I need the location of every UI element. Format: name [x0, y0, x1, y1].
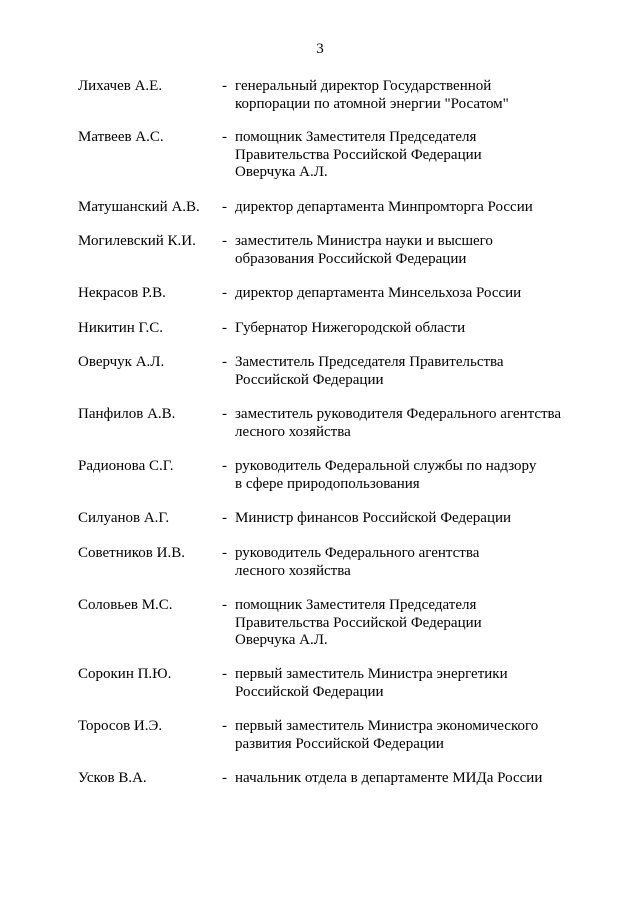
person-name: Никитин Г.С. — [78, 320, 164, 336]
separator-dash: - — [222, 78, 227, 94]
position-line: руководитель Федерального агентства — [235, 545, 480, 561]
position-line: Заместитель Председателя Правительства — [235, 354, 504, 370]
separator-dash: - — [222, 129, 227, 145]
position-line: начальник отдела в департаменте МИДа России — [235, 770, 543, 786]
person-position — [235, 458, 578, 493]
position-line: Правительства Российской Федерации — [235, 146, 482, 163]
person-position — [235, 718, 578, 753]
position-line: в сфере природопользования — [235, 475, 420, 492]
position-line: директор департамента Минпромторга России — [235, 199, 533, 215]
separator-dash: - — [222, 406, 227, 422]
position-line: образования Российской Федерации — [235, 250, 467, 267]
person-position — [235, 285, 578, 303]
person-name: Торосов И.Э. — [78, 718, 163, 734]
position-line: заместитель руководителя Федерального агентства — [235, 406, 562, 422]
position-line: помощник Заместителя Председателя — [235, 129, 477, 145]
position-line: Российской Федерации — [235, 371, 384, 388]
separator-dash: - — [222, 354, 227, 370]
person-name: Советников И.В. — [78, 545, 185, 561]
position-line: помощник Заместителя Председателя — [235, 597, 477, 613]
person-position — [235, 320, 578, 338]
separator-dash: - — [222, 597, 227, 613]
person-name: Некрасов Р.В. — [78, 285, 166, 301]
person-position — [235, 666, 578, 701]
page-number: 3 — [316, 41, 324, 57]
person-position — [235, 510, 578, 528]
person-name: Силуанов А.Г. — [78, 510, 170, 526]
person-position — [235, 199, 578, 217]
separator-dash: - — [222, 233, 227, 249]
person-position — [235, 597, 578, 650]
position-line: корпорации по атомной энергии "Росатом" — [235, 95, 509, 112]
separator-dash: - — [222, 770, 227, 786]
person-position — [235, 78, 578, 113]
position-line: развития Российской Федерации — [235, 735, 444, 752]
position-line: Оверчука А.Л. — [235, 164, 328, 180]
person-position — [235, 354, 578, 389]
position-line: Губернатор Нижегородской области — [235, 320, 466, 336]
person-name: Могилевский К.И. — [78, 233, 196, 249]
position-line: первый заместитель Министра энергетики — [235, 666, 508, 682]
position-line: Министр финансов Российской Федерации — [235, 510, 512, 526]
position-line: руководитель Федеральной службы по надзору — [235, 458, 537, 474]
separator-dash: - — [222, 285, 227, 301]
person-name: Сорокин П.Ю. — [78, 666, 172, 682]
position-line: Российской Федерации — [235, 683, 384, 700]
person-position — [235, 406, 578, 441]
separator-dash: - — [222, 320, 227, 336]
person-name: Радионова С.Г. — [78, 458, 174, 474]
separator-dash: - — [222, 545, 227, 561]
person-position — [235, 545, 578, 580]
person-name: Матвеев А.С. — [78, 129, 164, 145]
position-line: первый заместитель Министра экономического — [235, 718, 539, 734]
person-position — [235, 233, 578, 268]
person-position — [235, 129, 578, 182]
position-line: Оверчука А.Л. — [235, 632, 328, 648]
position-line: директор департамента Минсельхоза России — [235, 285, 522, 301]
position-line: генеральный директор Государственной — [235, 78, 492, 94]
separator-dash: - — [222, 199, 227, 215]
separator-dash: - — [222, 666, 227, 682]
position-line: лесного хозяйства — [235, 562, 351, 579]
person-name: Соловьев М.С. — [78, 597, 173, 613]
person-position — [235, 770, 578, 788]
person-name: Оверчук А.Л. — [78, 354, 165, 370]
person-name: Матушанский А.В. — [78, 199, 200, 215]
person-name: Лихачев А.Е. — [78, 78, 163, 94]
separator-dash: - — [222, 718, 227, 734]
position-line: заместитель Министра науки и высшего — [235, 233, 493, 249]
separator-dash: - — [222, 458, 227, 474]
person-name: Усков В.А. — [78, 770, 147, 786]
separator-dash: - — [222, 510, 227, 526]
position-line: лесного хозяйства — [235, 423, 351, 440]
person-name: Панфилов А.В. — [78, 406, 176, 422]
position-line: Правительства Российской Федерации — [235, 614, 482, 631]
